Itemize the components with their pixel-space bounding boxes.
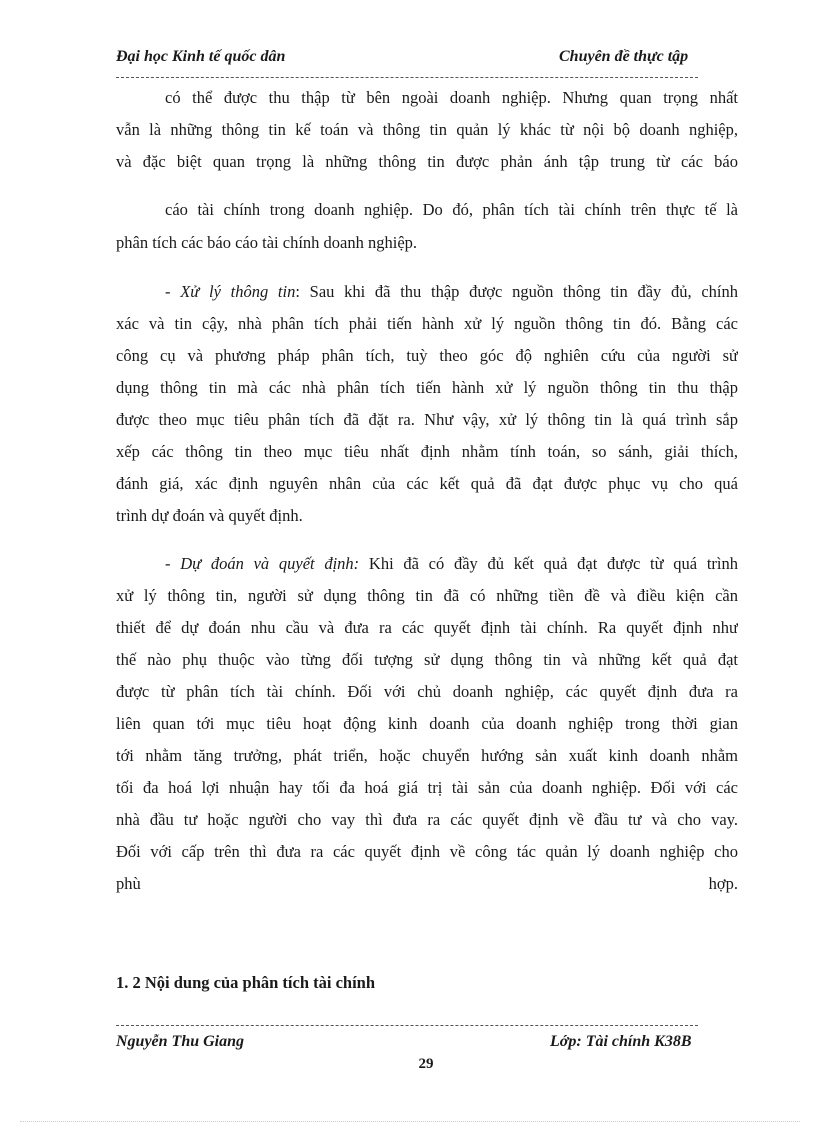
term-du-doan-quyet-dinh: - Dự đoán và quyết định: <box>165 554 360 573</box>
footer-divider <box>116 1025 698 1026</box>
text-line: dụng thông tin mà các nhà phân tích tiến hành xử lý nguồn thông tin thu thập <box>116 378 738 397</box>
text-line: và đặc biệt quan trọng là những thông tin được phản ánh tập trung từ các báo <box>116 152 738 171</box>
text-line: phù hợp. <box>116 874 738 893</box>
text-line: đánh giá, xác định nguyên nhân của các kết quả đã đạt được phục vụ cho quá <box>116 474 738 493</box>
header-university: Đại học Kinh tế quốc dân <box>116 48 286 65</box>
text-line: trình dự đoán và quyết định. <box>116 506 303 525</box>
text-line: tới nhằm tăng trưởng, phát triển, hoặc chuyển hướng sản xuất kinh doanh nhằm <box>116 746 738 765</box>
text-line: nhà đầu tư hoặc người cho vay thì đưa ra các quyết định về đầu tư và cho vay. <box>116 810 738 829</box>
text-line: liên quan tới mục tiêu hoạt động kinh doanh của doanh nghiệp trong thời gian <box>116 714 738 733</box>
header-divider <box>116 77 698 78</box>
page-number: 29 <box>418 1056 434 1072</box>
text-line: thế nào phụ thuộc vào từng đối tượng sử dụng thông tin và những kết quả đạt <box>116 650 738 669</box>
text-line: cáo tài chính trong doanh nghiệp. Do đó, phân tích tài chính trên thực tế là <box>165 200 738 219</box>
text-line: xử lý thông tin, người sử dụng thông tin đã có những tiền đề và điều kiện cần <box>116 586 738 605</box>
text-line: xác và tin cậy, nhà phân tích phải tiến hành xử lý nguồn thông tin đó. Bằng các <box>116 314 738 333</box>
text-line: xếp các thông tin theo mục tiêu nhất định nhằm tính toán, so sánh, giải thích, <box>116 442 738 461</box>
text-line: được từ phân tích tài chính. Đối với chủ doanh nghiệp, các quyết định đưa ra <box>116 682 738 701</box>
section-heading: 1. 2 Nội dung của phân tích tài chính <box>116 973 376 992</box>
text-line: Đối với cấp trên thì đưa ra các quyết định về công tác quản lý doanh nghiệp cho <box>116 842 738 861</box>
header-report-type: Chuyên đề thực tập <box>559 48 689 65</box>
text-line: thiết để dự đoán nhu cầu và đưa ra các quyết định tài chính. Ra quyết định như <box>116 618 738 637</box>
footer-class: Lớp: Tài chính K38B <box>550 1033 692 1050</box>
text-line: tối đa hoá lợi nhuận hay tối đa hoá giá trị tài sản của doanh nghiệp. Đối với các <box>116 778 738 797</box>
text-line: công cụ và phương pháp phân tích, tuỳ theo góc độ nghiên cứu của người sử <box>116 346 738 365</box>
text-line: phân tích các báo cáo tài chính doanh nghiệp. <box>116 233 418 252</box>
term-xu-ly-thong-tin: - Xử lý thông tin <box>165 282 296 301</box>
text-line: - Xử lý thông tin: Sau khi đã thu thập được nguồn thông tin đầy đủ, chính <box>165 282 738 301</box>
text-line: có thể được thu thập từ bên ngoài doanh nghiệp. Nhưng quan trọng nhất <box>165 88 738 107</box>
page-edge <box>20 1121 800 1122</box>
text-line: vẫn là những thông tin kế toán và thông tin quản lý khác từ nội bộ doanh nghiệp, <box>116 120 738 139</box>
text-line: - Dự đoán và quyết định: Khi đã có đầy đủ kết quả đạt được từ quá trình <box>165 554 738 573</box>
footer-author: Nguyễn Thu Giang <box>116 1033 245 1050</box>
text-line: được theo mục tiêu phân tích đã đặt ra. Như vậy, xử lý thông tin là quá trình sắp <box>116 410 738 429</box>
